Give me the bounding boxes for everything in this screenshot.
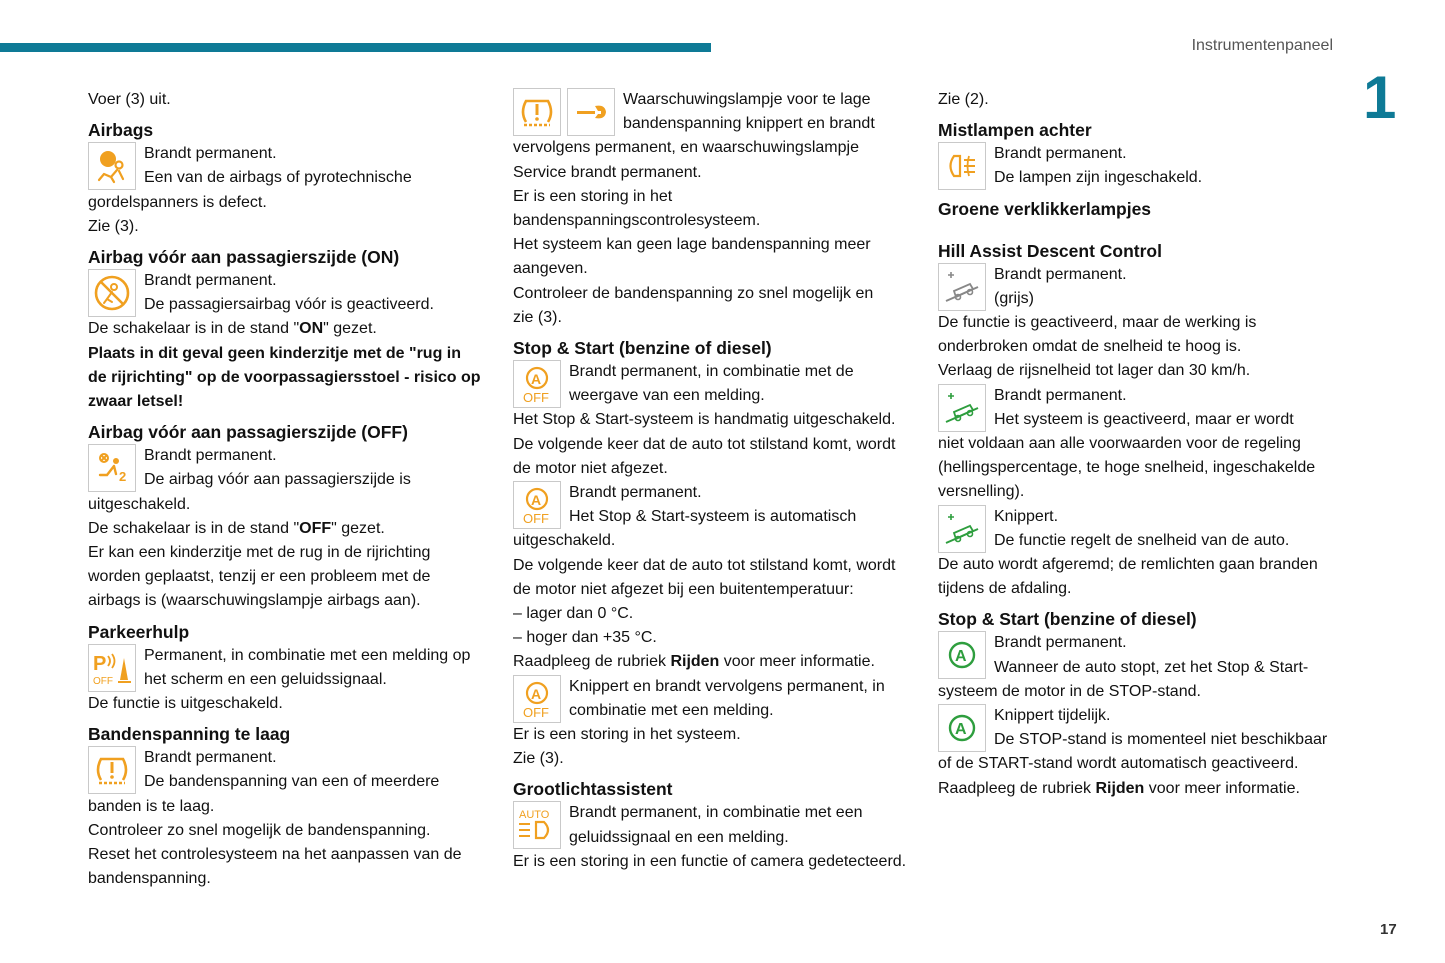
airbag-off-block: 2 Brandt permanent. De airbag vóór aan passagierszijde is [88,444,488,492]
svg-text:2: 2 [119,469,127,485]
heading-stopstart-green: Stop & Start (benzine of diesel) [938,609,1197,630]
svg-text:OFF: OFF [523,390,549,405]
heading-green-lamps: Groene verklikkerlampjes [938,198,1152,219]
header-bar [0,43,711,52]
stopstart-block-3: A OFF Knippert en brandt vervolgens permanent, in combinatie met een melding. [513,675,918,723]
bullet-item: – lager dan 0 °C. [513,605,634,623]
column-right: Zie (2). Mistlampen achter Brandt permanent. De lampen zijn ingeschakeld. Groene verklikkerlampjes Hill Assist Descent Control Brandt permanent. (grijs) De functie is geactiveerd, maar de werking is onderbroken omdat de snelheid te hoog is. Verlaag de rijsnelheid tot lager dan 30 km/h. Brandt permanent. Het systeem is geactiveerd, maar er wordt niet voldaan aan alle voorwaarden voor de regeling (hellingspercentage, te hoge snelheid, ingeschakelde versnelling). Knippert. De functie regelt de snelheid van de auto. De auto wordt afgeremd; de remlichten gaan branden tijdens de afdaling. Stop & Start (benzine of diesel) A Brandt permanent. Wanneer de auto stopt, zet het Stop & Start- systeem de motor in de STOP-stand. A Knippert tijdelijk. De STOP-stand is momenteel niet beschikbaar of de START-stand wordt automatisch geactiveerd. Raadpleeg de rubriek Rijden voor meer informatie. [938,88,1338,801]
stopstart-block-2: A OFF Brandt permanent. Het Stop & Start-systeem is automatisch [513,481,918,529]
rear-fog-lamp-icon [938,142,986,190]
airbag-on-block: Brandt permanent. De passagiersairbag vóór is geactiveerd. [88,269,488,317]
hill-descent-icon [938,505,986,553]
heading-airbag-on: Airbag vóór aan passagierszijde (ON) [88,247,400,268]
stop-start-off-icon [513,481,561,529]
airbag-warning-icon [88,142,136,190]
service-wrench-icon [567,88,615,136]
stop-start-off-icon [513,675,561,723]
passenger-airbag-on-icon [88,269,136,317]
svg-text:A: A [531,685,542,702]
heading-fog: Mistlampen achter [938,120,1092,141]
stop-start-off-icon [513,360,561,408]
stop-start-icon [938,631,986,679]
tyre-block: Brandt permanent. De bandenspanning van een of meerdere [88,746,488,794]
svg-text:A: A [955,721,967,739]
page-number: 17 [1380,921,1397,938]
chapter-number: 1 [1363,64,1397,131]
highbeam-block: AUTO Brandt permanent, in combinatie met een geluidssignaal en een melding. [513,801,918,849]
heading-highbeam: Grootlichtassistent [513,779,673,800]
svg-text:P: P [93,652,107,675]
fog-block: Brandt permanent. De lampen zijn ingeschakeld. [938,142,1338,190]
switch-off-text: De schakelaar is in de stand "OFF" gezet. [88,519,385,537]
svg-text:AUTO: AUTO [519,809,550,822]
ref-text: Raadpleeg de rubriek Rijden voor meer informatie. [513,653,875,671]
tyre-pressure-icon [513,88,561,136]
bullet-item: – hoger dan +35 °C. [513,629,657,647]
svg-text:OFF: OFF [523,704,549,719]
hadc-block-1: Brandt permanent. (grijs) [938,263,1338,311]
parking-block: P OFF Permanent, in combinatie met een melding op het scherm en een geluidssignaal. [88,644,488,692]
hill-descent-icon [938,263,986,311]
stopstart-block-1: A OFF Brandt permanent, in combinatie met de weergave van een melding. [513,360,918,408]
heading-stopstart: Stop & Start (benzine of diesel) [513,338,772,359]
heading-airbag-off: Airbag vóór aan passagierszijde (OFF) [88,422,408,443]
stopstart-green-block-1: A Brandt permanent. Wanneer de auto stopt, zet het Stop & Start- [938,631,1338,679]
column-middle: Waarschuwingslampje voor te lage bandenspanning knippert en brandt vervolgens permanent, en waarschuwingslampje Service brandt permanent. Er is een storing in het bandenspanningscontrolesysteem. Het systeem kan geen lage bandenspanning meer aangeven. Controleer de bandenspanning zo snel mogelijk en zie (3). Stop & Start (benzine of diesel) A OFF Brandt permanent, in combinatie met de weergave van een melding. Het Stop & Start-systeem is handmatig uitgeschakeld. De volgende keer dat de auto tot stilstand komt, wordt de motor niet afgezet. A OFF Brandt permanent. Het Stop & Start-systeem is automatisch uitgeschakeld. De volgende keer dat de auto tot stilstand komt, wordt de motor niet afgezet bij een buitentemperatuur: – lager dan 0 °C. – hoger dan +35 °C. Raadpleeg de rubriek Rijden voor meer informatie. A OFF Knippert en brandt vervolgens permanent, in combinatie met een melding. Er is een storing in het systeem. Zie (3). Grootlichtassistent AUTO Brandt permanent, in combinatie met een geluidssignaal en een melding. Er is een storing in een functie of camera gedetecteerd. [513,88,918,874]
switch-on-text: De schakelaar is in de stand "ON" gezet. [88,320,377,338]
svg-text:A: A [531,371,542,388]
svg-text:A: A [955,648,967,666]
svg-text:OFF: OFF [523,511,549,526]
airbags-block: Brandt permanent. Een van de airbags of pyrotechnische [88,142,488,190]
hadc-block-3: Knippert. De functie regelt de snelheid van de auto. [938,505,1338,553]
column-left: Voer (3) uit. Airbags Brandt permanent. Een van de airbags of pyrotechnische gordelspanners is defect. Zie (3). Airbag vóór aan passagierszijde (ON) Brandt permanent. De passagiersairbag vóór is geactiveerd. De schakelaar is in de stand "ON" gezet. Plaats in dit geval geen kinderzitje met de "rug in de rijrichting" op de voorpassagiersstoel - risico op zwaar letsel! Airbag vóór aan passagierszijde (OFF) 2 Brandt permanent. De airbag vóór aan passagierszijde is uitgeschakeld. De schakelaar is in de stand "OFF" gezet. Er kan een kinderzitje met de rug in de rijrichting worden geplaatst, tenzij er een probleem met de airbags is (waarschuwingslampje airbags aan). Parkeerhulp P OFF Permanent, in combinatie met een melding op het scherm en een geluidssignaal. De functie is uitgeschakeld. Bandenspanning te laag Brandt permanent. De bandenspanning van een of meerdere banden is te laag. Controleer zo snel mogelijk de bandenspanning. Reset het controlesysteem na het aanpassen van de bandenspanning. [88,88,488,891]
hadc-block-2: Brandt permanent. Het systeem is geactiveerd, maar er wordt [938,384,1338,432]
heading-hadc: Hill Assist Descent Control [938,240,1162,261]
heading-airbags: Airbags [88,120,154,141]
heading-tyre: Bandenspanning te laag [88,724,291,745]
tyre-service-block: Waarschuwingslampje voor te lage bandenspanning knippert en brandt [513,88,918,136]
ref-text: Raadpleeg de rubriek Rijden voor meer informatie. [938,779,1300,797]
passenger-airbag-off-icon [88,444,136,492]
section-title: Instrumentenpaneel [1191,37,1333,54]
stop-start-icon [938,704,986,752]
svg-text:OFF: OFF [93,675,113,687]
parking-sensor-off-icon [88,644,136,692]
intro-text: Voer (3) uit. [88,91,171,108]
stopstart-green-block-2: A Knippert tijdelijk. De STOP-stand is momenteel niet beschikbaar [938,704,1338,752]
auto-high-beam-icon [513,801,561,849]
tyre-pressure-icon [88,746,136,794]
hill-descent-icon [938,384,986,432]
svg-text:A: A [531,492,542,509]
heading-parking: Parkeerhulp [88,621,190,642]
intro-text: Zie (2). [938,91,989,108]
